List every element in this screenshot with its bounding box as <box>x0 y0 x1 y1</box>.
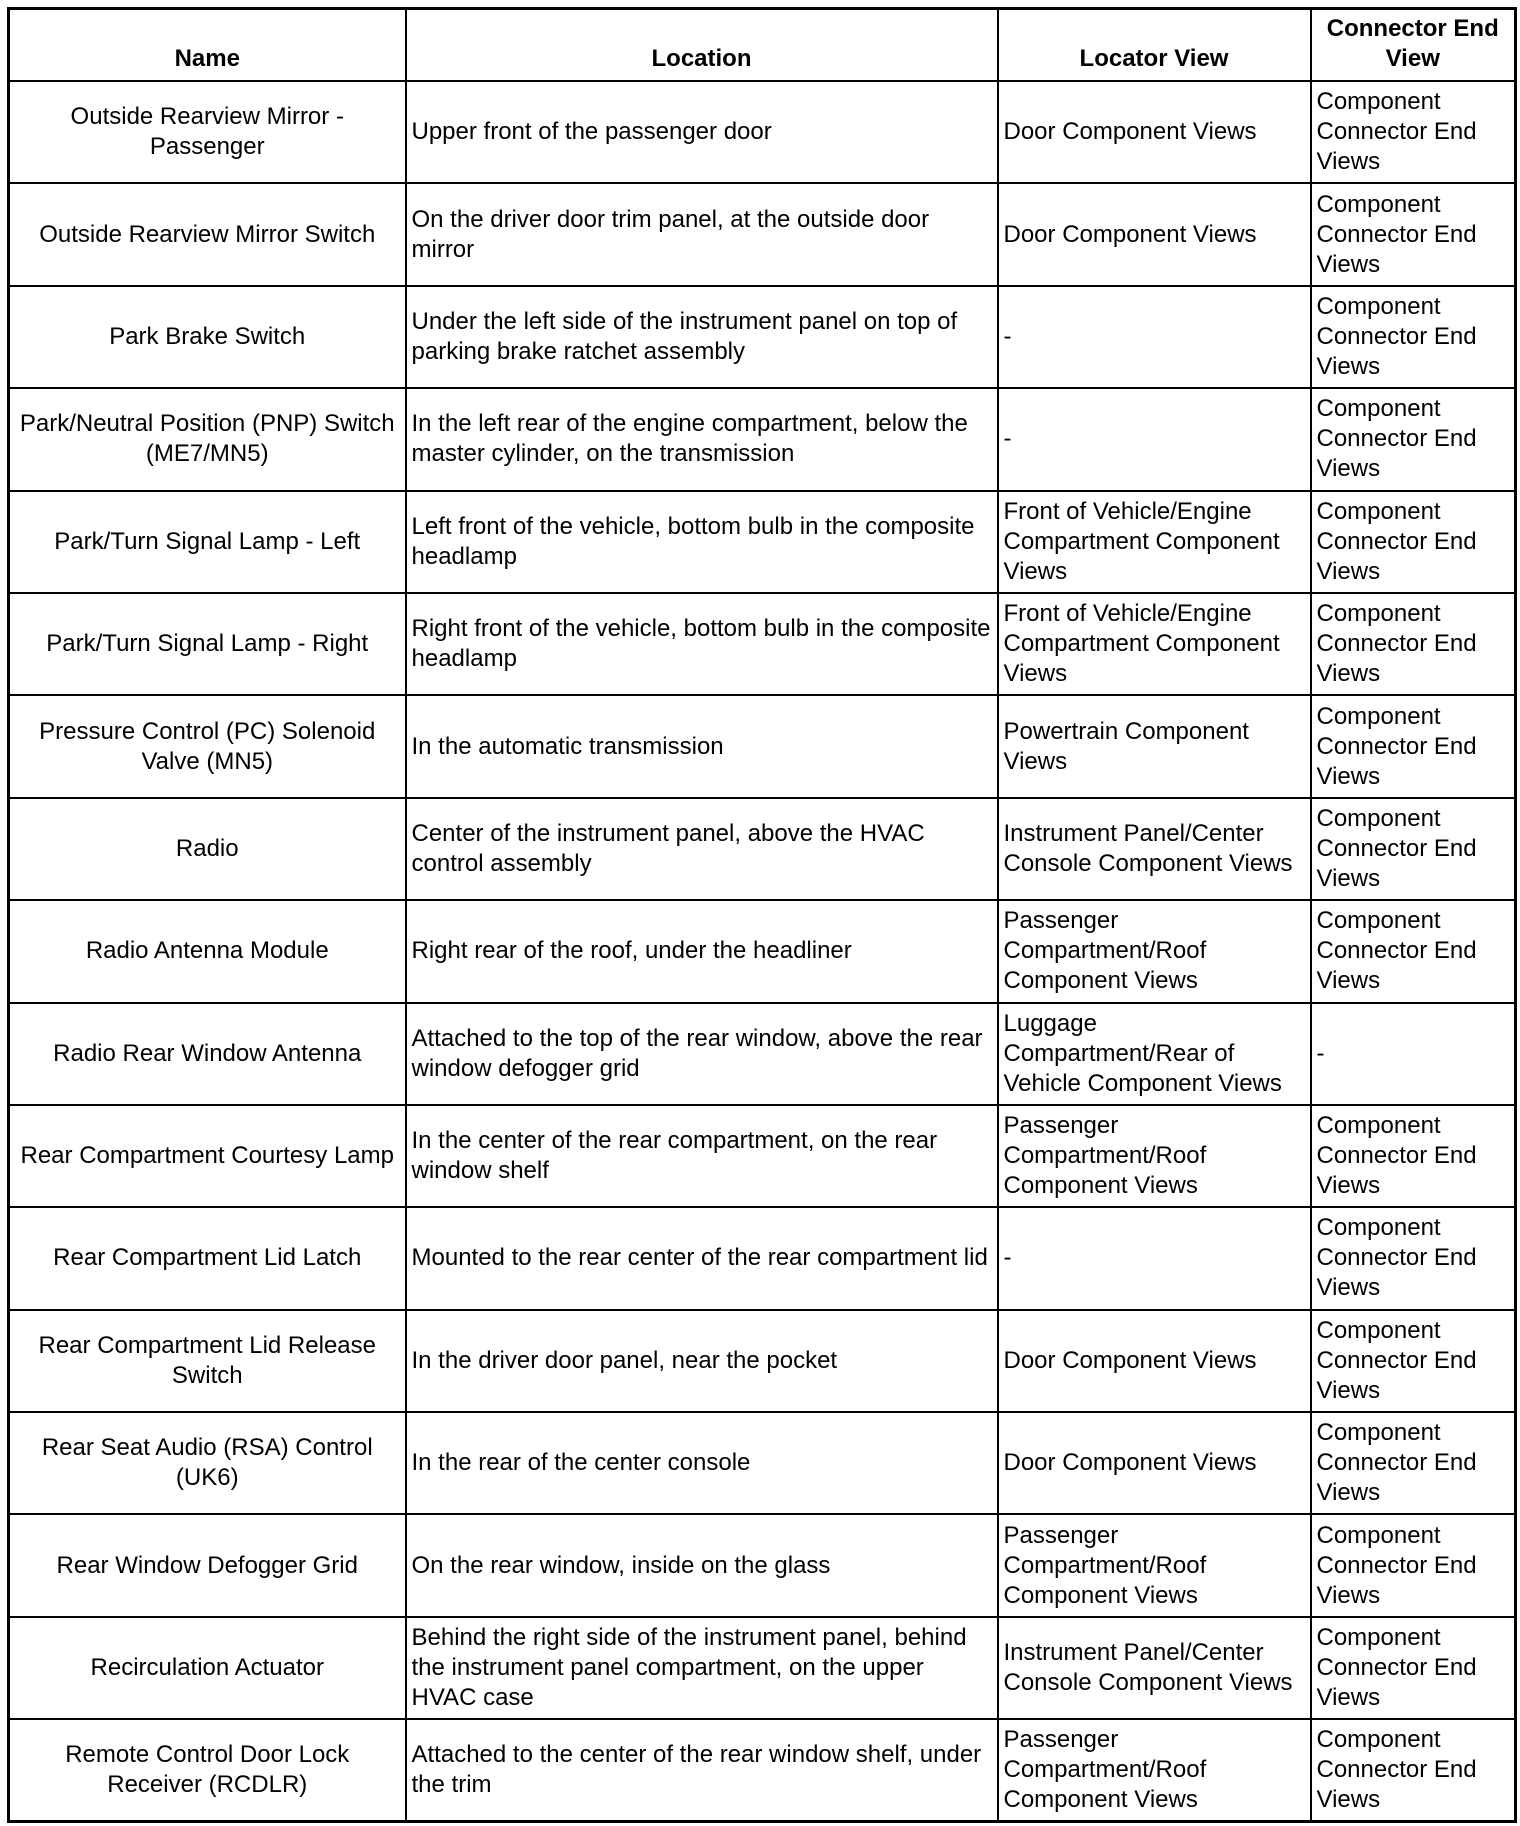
cell-name: Radio <box>9 798 406 900</box>
cell-locator-view: Door Component Views <box>998 1412 1311 1514</box>
cell-locator-view: Instrument Panel/Center Console Component Views <box>998 798 1311 900</box>
cell-connector-end-view: Component Connector End Views <box>1311 900 1516 1002</box>
table-row <box>9 798 1516 900</box>
cell-location: In the driver door panel, near the pocket <box>406 1310 998 1412</box>
table-row <box>9 388 1516 490</box>
cell-connector-end-view: Component Connector End Views <box>1311 286 1516 388</box>
cell-location: Right front of the vehicle, bottom bulb in the composite headlamp <box>406 593 998 695</box>
cell-connector-end-view: Component Connector End Views <box>1311 1719 1516 1821</box>
table-row <box>9 1310 1516 1412</box>
cell-name: Park/Neutral Position (PNP) Switch (ME7/MN5) <box>9 388 406 490</box>
cell-locator-view: - <box>998 388 1311 490</box>
cell-locator-view: Passenger Compartment/Roof Component Views <box>998 900 1311 1002</box>
header-location: Location <box>406 9 998 82</box>
cell-location: Upper front of the passenger door <box>406 81 998 183</box>
table-row <box>9 1105 1516 1207</box>
cell-location: Mounted to the rear center of the rear compartment lid <box>406 1207 998 1309</box>
cell-connector-end-view: Component Connector End Views <box>1311 1412 1516 1514</box>
component-locator-table <box>7 7 1517 1823</box>
cell-connector-end-view: - <box>1311 1003 1516 1105</box>
table-row <box>9 183 1516 285</box>
table-row <box>9 1514 1516 1616</box>
cell-name: Recirculation Actuator <box>9 1617 406 1719</box>
cell-location: Under the left side of the instrument panel on top of parking brake ratchet assembly <box>406 286 998 388</box>
cell-name: Outside Rearview Mirror - Passenger <box>9 81 406 183</box>
cell-name: Rear Compartment Lid Latch <box>9 1207 406 1309</box>
cell-location: Attached to the center of the rear window shelf, under the trim <box>406 1719 998 1821</box>
cell-locator-view: - <box>998 1207 1311 1309</box>
cell-locator-view: Luggage Compartment/Rear of Vehicle Component Views <box>998 1003 1311 1105</box>
cell-connector-end-view: Component Connector End Views <box>1311 183 1516 285</box>
cell-locator-view: Door Component Views <box>998 1310 1311 1412</box>
header-name: Name <box>9 9 406 82</box>
cell-connector-end-view: Component Connector End Views <box>1311 798 1516 900</box>
cell-name: Remote Control Door Lock Receiver (RCDLR) <box>9 1719 406 1821</box>
table-row <box>9 695 1516 797</box>
table-row <box>9 286 1516 388</box>
cell-connector-end-view: Component Connector End Views <box>1311 81 1516 183</box>
cell-name: Park/Turn Signal Lamp - Right <box>9 593 406 695</box>
cell-connector-end-view: Component Connector End Views <box>1311 695 1516 797</box>
cell-connector-end-view: Component Connector End Views <box>1311 593 1516 695</box>
cell-name: Outside Rearview Mirror Switch <box>9 183 406 285</box>
cell-locator-view: - <box>998 286 1311 388</box>
cell-name: Park Brake Switch <box>9 286 406 388</box>
table-row <box>9 1003 1516 1105</box>
cell-locator-view: Passenger Compartment/Roof Component Views <box>998 1105 1311 1207</box>
cell-location: In the center of the rear compartment, on the rear window shelf <box>406 1105 998 1207</box>
cell-connector-end-view: Component Connector End Views <box>1311 388 1516 490</box>
table-row <box>9 491 1516 593</box>
cell-locator-view: Powertrain Component Views <box>998 695 1311 797</box>
cell-name: Pressure Control (PC) Solenoid Valve (MN5) <box>9 695 406 797</box>
cell-name: Radio Antenna Module <box>9 900 406 1002</box>
header-connector-end-view: Connector End View <box>1311 9 1516 82</box>
cell-locator-view: Door Component Views <box>998 183 1311 285</box>
cell-connector-end-view: Component Connector End Views <box>1311 1207 1516 1309</box>
table-row <box>9 1617 1516 1719</box>
cell-connector-end-view: Component Connector End Views <box>1311 1514 1516 1616</box>
cell-connector-end-view: Component Connector End Views <box>1311 1310 1516 1412</box>
cell-name: Rear Compartment Lid Release Switch <box>9 1310 406 1412</box>
cell-name: Rear Seat Audio (RSA) Control (UK6) <box>9 1412 406 1514</box>
cell-connector-end-view: Component Connector End Views <box>1311 1617 1516 1719</box>
table-row <box>9 81 1516 183</box>
cell-location: Behind the right side of the instrument panel, behind the instrument panel compartment, on the upper HVAC case <box>406 1617 998 1719</box>
cell-locator-view: Passenger Compartment/Roof Component Views <box>998 1514 1311 1616</box>
cell-location: Left front of the vehicle, bottom bulb in the composite headlamp <box>406 491 998 593</box>
header-locator-view: Locator View <box>998 9 1311 82</box>
cell-location: On the driver door trim panel, at the outside door mirror <box>406 183 998 285</box>
table-row <box>9 900 1516 1002</box>
cell-name: Rear Compartment Courtesy Lamp <box>9 1105 406 1207</box>
table-row <box>9 1719 1516 1821</box>
header-row <box>9 9 1516 82</box>
cell-locator-view: Front of Vehicle/Engine Compartment Component Views <box>998 593 1311 695</box>
cell-connector-end-view: Component Connector End Views <box>1311 1105 1516 1207</box>
cell-name: Radio Rear Window Antenna <box>9 1003 406 1105</box>
cell-connector-end-view: Component Connector End Views <box>1311 491 1516 593</box>
cell-locator-view: Door Component Views <box>998 81 1311 183</box>
cell-name: Rear Window Defogger Grid <box>9 1514 406 1616</box>
cell-location: In the rear of the center console <box>406 1412 998 1514</box>
cell-locator-view: Passenger Compartment/Roof Component Views <box>998 1719 1311 1821</box>
cell-location: On the rear window, inside on the glass <box>406 1514 998 1616</box>
cell-location: Right rear of the roof, under the headliner <box>406 900 998 1002</box>
cell-location: In the automatic transmission <box>406 695 998 797</box>
table-row <box>9 1412 1516 1514</box>
cell-name: Park/Turn Signal Lamp - Left <box>9 491 406 593</box>
cell-locator-view: Front of Vehicle/Engine Compartment Component Views <box>998 491 1311 593</box>
cell-location: In the left rear of the engine compartment, below the master cylinder, on the transmission <box>406 388 998 490</box>
cell-location: Center of the instrument panel, above the HVAC control assembly <box>406 798 998 900</box>
table-row <box>9 1207 1516 1309</box>
cell-locator-view: Instrument Panel/Center Console Component Views <box>998 1617 1311 1719</box>
table-row <box>9 593 1516 695</box>
cell-location: Attached to the top of the rear window, above the rear window defogger grid <box>406 1003 998 1105</box>
